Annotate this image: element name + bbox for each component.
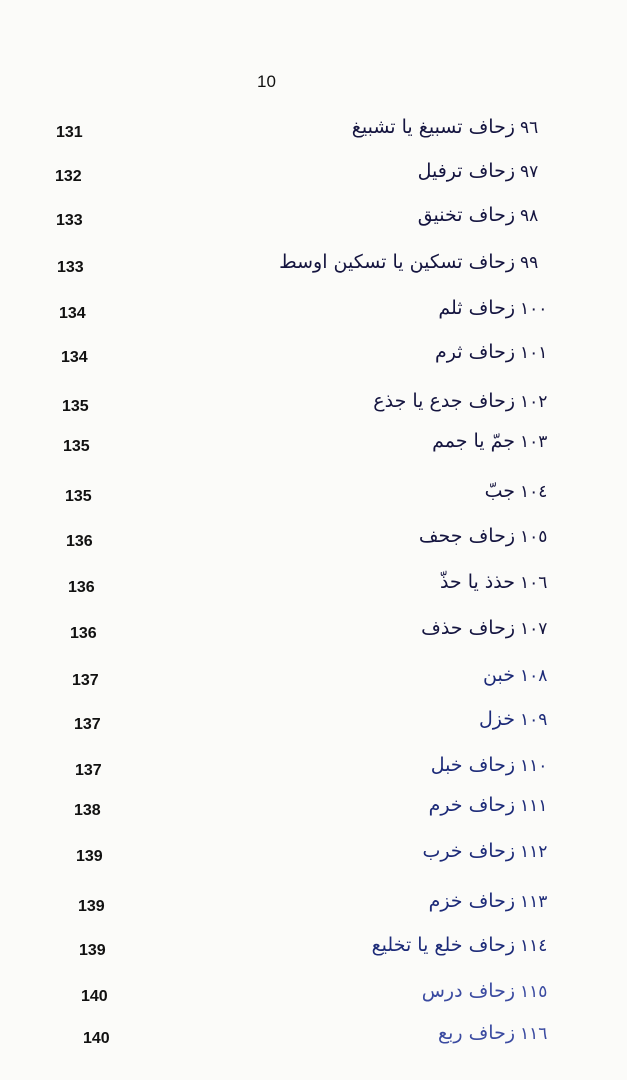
toc-entry-number: ٩٩	[520, 253, 539, 273]
toc-entry-page: 133	[56, 212, 83, 229]
toc-entry-number: ١٠٠	[520, 299, 548, 319]
toc-entry-title: زحاف خرب	[422, 840, 515, 862]
toc-entry	[0, 890, 627, 930]
toc-entry	[0, 297, 627, 337]
toc-entry	[0, 430, 627, 470]
toc-entry-title: زحاف ثلم	[438, 297, 515, 319]
toc-entry-number: ١٠٤	[520, 482, 548, 502]
toc-entry	[0, 116, 627, 156]
toc-entry	[0, 980, 627, 1020]
toc-entry-number: ١٠٩	[520, 710, 548, 730]
toc-entry-number: ١٠٨	[520, 666, 548, 686]
toc-entry	[0, 1022, 627, 1062]
toc-entry	[0, 708, 627, 748]
toc-entry	[0, 390, 627, 430]
toc-entry	[0, 794, 627, 834]
toc-entry	[0, 840, 627, 880]
toc-entry-number: ١١١	[520, 796, 548, 816]
toc-entry-page: 135	[63, 438, 90, 455]
toc-entry-page: 131	[56, 124, 83, 141]
toc-entry-title: زحاف ترفیل	[417, 160, 515, 182]
toc-entry-title: خزل	[478, 708, 515, 730]
toc-entry-title: جمّ یا جمم	[432, 430, 515, 452]
toc-entry-page: 134	[61, 349, 88, 366]
toc-entry-number: ١١٢	[520, 842, 548, 862]
toc-entry-number: ١٠٣	[520, 432, 548, 452]
toc-entry-page: 138	[74, 802, 101, 819]
toc-entry-page: 140	[81, 988, 108, 1005]
toc-entry-page: 137	[72, 672, 99, 689]
toc-entry-title: زحاف تسبیغ یا تشبیغ	[351, 116, 515, 138]
toc-entry-page: 134	[59, 305, 86, 322]
toc-entry-title: زحاف ربع	[437, 1022, 515, 1044]
toc-entry	[0, 204, 627, 244]
toc-entry-page: 135	[62, 398, 89, 415]
toc-entry-number: ٩٧	[520, 162, 539, 182]
toc-entry-number: ١١٠	[520, 756, 548, 776]
toc-entry	[0, 571, 627, 611]
toc-entry	[0, 617, 627, 657]
toc-entry	[0, 480, 627, 520]
toc-entry-number: ٩٨	[520, 206, 539, 226]
toc-entry-title: زحاف درس	[421, 980, 515, 1002]
toc-entry-title: زحاف جدع یا جذع	[373, 390, 515, 412]
toc-entry-page: 136	[70, 625, 97, 642]
toc-entry-number: ١٠١	[520, 343, 548, 363]
toc-entry	[0, 251, 627, 291]
toc-entry-number: ١١٣	[520, 892, 548, 912]
toc-entry-page: 140	[83, 1030, 110, 1047]
toc-entry-page: 133	[57, 259, 84, 276]
toc-entry-number: ١١٥	[520, 982, 548, 1002]
toc-entry-title: جبّ	[484, 480, 515, 502]
toc-entry-title: حذذ یا حذّ	[439, 571, 515, 593]
toc-entry-title: خبن	[483, 664, 515, 686]
toc-entry-title: زحاف ثرم	[435, 341, 515, 363]
toc-entry-number: ١٠٢	[520, 392, 548, 412]
toc-entry-page: 139	[76, 848, 103, 865]
toc-entry-title: زحاف تخنیق	[417, 204, 515, 226]
toc-entry-title: زحاف جحف	[418, 525, 515, 547]
toc-entry-page: 136	[66, 533, 93, 550]
page-number: 10	[257, 72, 276, 91]
toc-entry-number: ١١٦	[520, 1024, 548, 1044]
toc-entry	[0, 525, 627, 565]
toc-entry-page: 137	[75, 762, 102, 779]
toc-entry-number: ١٠٦	[520, 573, 548, 593]
toc-entry	[0, 754, 627, 794]
toc-entry-number: ١٠٧	[520, 619, 548, 639]
toc-entry-number: ١٠٥	[520, 527, 548, 547]
toc-entry	[0, 934, 627, 974]
toc-entry-page: 139	[79, 942, 106, 959]
toc-entry-page: 137	[74, 716, 101, 733]
toc-entry-title: زحاف تسکین یا تسکین اوسط	[279, 251, 515, 273]
toc-entry-number: ٩٦	[520, 118, 539, 138]
toc-entry-title: زحاف خبل	[430, 754, 515, 776]
toc-entry-page: 136	[68, 579, 95, 596]
toc-entry-number: ١١٤	[520, 936, 548, 956]
toc-entry	[0, 341, 627, 381]
toc-entry-title: زحاف خزم	[428, 890, 515, 912]
toc-entry-title: زحاف خرم	[428, 794, 515, 816]
toc-entry-title: زحاف حذف	[421, 617, 515, 639]
toc-entry-title: زحاف خلع یا تخلیع	[371, 934, 515, 956]
toc-entry-page: 135	[65, 488, 92, 505]
toc-entry-page: 139	[78, 898, 105, 915]
toc-entry	[0, 160, 627, 200]
toc-entry-page: 132	[55, 168, 82, 185]
toc-entry	[0, 664, 627, 704]
